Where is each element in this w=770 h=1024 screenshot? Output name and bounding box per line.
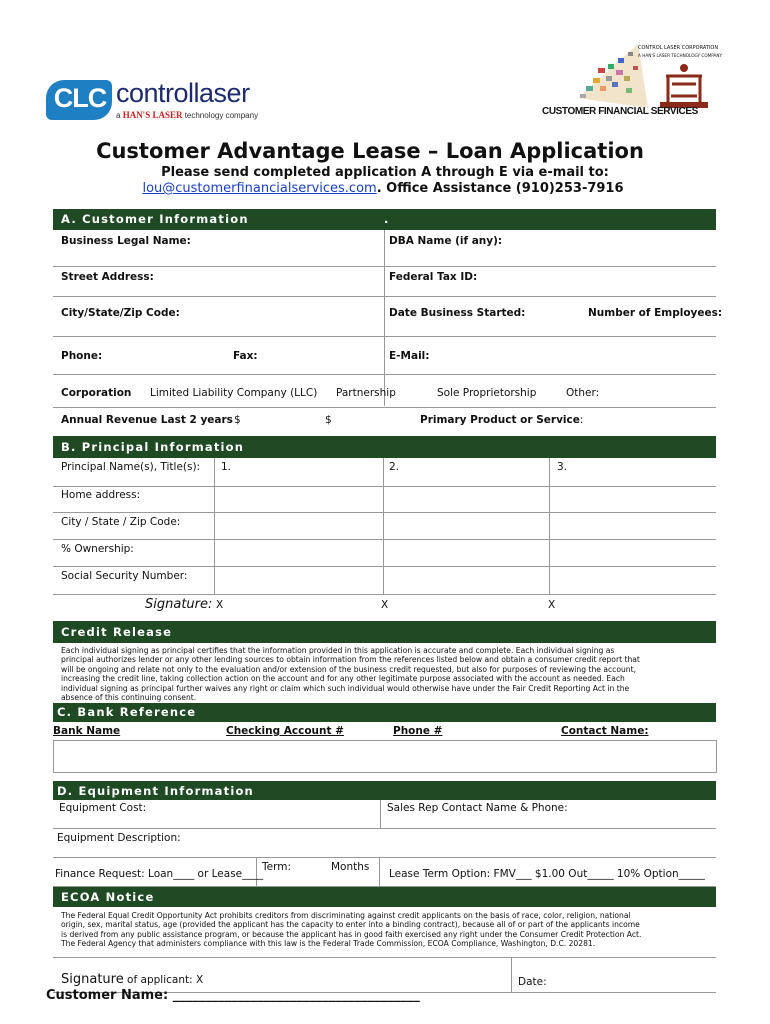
partnership-option[interactable]: Partnership	[336, 387, 396, 399]
credit-release-line: increasing the credit line, taking collection action on the account and for any other legitimate purpose associated with the account as needed. Each	[61, 674, 625, 684]
b-row-line	[53, 539, 716, 540]
corporation-option[interactable]: Corporation	[61, 387, 132, 399]
b-row-line	[53, 594, 716, 595]
cfs-logo	[538, 38, 723, 122]
credit-release-title: Credit Release	[61, 625, 173, 639]
primary-product-colon: :	[579, 414, 584, 426]
ssn-label: Social Security Number:	[61, 570, 188, 582]
credit-release-header	[53, 621, 716, 643]
months-label: Months	[331, 861, 370, 873]
equipment-description-label: Equipment Description:	[57, 832, 181, 844]
b-city-state-zip-label: City / State / Zip Code:	[61, 516, 181, 528]
date-label: Date:	[518, 976, 547, 988]
ecoa-line: The Federal Equal Credit Opportunity Act prohibits creditors from discriminating against credit applicants on the basis of race, color, religion, national	[61, 911, 631, 920]
fax-label: Fax:	[233, 350, 258, 362]
street-address-label: Street Address:	[61, 271, 154, 283]
section-b-header	[53, 436, 716, 458]
finance-request-label: Finance Request: Loan____ or Lease____	[55, 868, 264, 880]
bank-reference-box[interactable]	[53, 740, 717, 773]
dba-name-label: DBA Name (if any):	[389, 235, 503, 247]
federal-tax-id-label: Federal Tax ID:	[389, 271, 478, 283]
ecoa-title: ECOA Notice	[61, 890, 155, 904]
section-d-header	[53, 781, 716, 800]
contact-name-header: Contact Name:	[561, 725, 649, 737]
section-b-title: B. Principal Information	[61, 440, 245, 454]
b-col-line	[214, 458, 215, 594]
email-link[interactable]: lou@customerfinancialservices.com	[142, 181, 377, 196]
contact-line	[0, 181, 766, 196]
primary-product-label	[420, 414, 583, 426]
tag-hans: HAN'S LASER	[122, 110, 183, 120]
ecoa-line: origin, sex, marital status, age (provided the applicant has the capacity to enter into a binding contract), because all of or part of the applicants income	[61, 920, 640, 930]
principal-col-2: 2.	[389, 461, 400, 473]
a-divider	[384, 230, 385, 406]
annual-revenue-label: Annual Revenue Last 2 years	[61, 414, 233, 426]
signature-x-3[interactable]: X	[548, 599, 556, 611]
subtitle: Please send completed application A through E via e-mail to:	[161, 165, 609, 180]
section-c-header	[53, 703, 716, 722]
cfs-line2: A HAN'S LASER TECHNOLOGY COMPANY	[638, 53, 723, 58]
section-a-dot: .	[384, 212, 390, 226]
clc-mark-text: CLC	[53, 83, 107, 113]
brand-name: controllaser	[116, 78, 250, 108]
d-col-line	[379, 857, 380, 886]
signature-x-1[interactable]: X	[216, 599, 224, 611]
section-c-title: C. Bank Reference	[57, 705, 197, 719]
phone-label: Phone:	[61, 350, 103, 362]
applicant-signature-word: Signature	[61, 972, 124, 987]
email-label: E-Mail:	[389, 350, 430, 362]
b-row-line	[53, 566, 716, 567]
credit-release-line: absence of this continuing consent.	[61, 693, 197, 703]
credit-release-line: individual signing as principal further waives any right or claim which such individual would otherwise have under the Fair Credit Reporting Act in the	[61, 683, 630, 693]
page-title: Customer Advantage Lease – Loan Application	[96, 139, 644, 163]
credit-release-line: Each individual signing as principal certifies that the information provided in this application is accurate and complete. Each individual signing as	[61, 646, 615, 655]
office-assistance: . Office Assistance (910)253-7916	[376, 181, 624, 196]
applicant-signature-x[interactable]: of applicant: X	[123, 974, 204, 986]
ecoa-line: The Federal Agency that administers compliance with this law is the Federal Trade Commission, ECOA Compliance, Washington, D.C. 20281.	[61, 939, 596, 949]
bank-phone-header: Phone #	[393, 725, 443, 737]
city-state-zip-label: City/State/Zip Code:	[61, 307, 180, 319]
ecoa-header	[53, 887, 716, 907]
equipment-cost-label: Equipment Cost:	[59, 802, 147, 814]
ownership-label: % Ownership:	[61, 543, 134, 555]
applicant-signature-label	[61, 972, 203, 987]
b-row-line	[53, 512, 716, 513]
tag-prefix: a	[116, 111, 121, 120]
cfs-line1: CONTROL LASER CORPORATION	[638, 45, 719, 51]
b-col-line	[383, 458, 384, 594]
footer-divider	[511, 957, 512, 992]
signature-x-2[interactable]: X	[381, 599, 389, 611]
sole-prop-option[interactable]: Sole Proprietorship	[437, 387, 537, 399]
sales-rep-label: Sales Rep Contact Name & Phone:	[387, 802, 568, 814]
a-row-line	[53, 374, 716, 375]
other-option[interactable]: Other:	[566, 387, 600, 399]
brand-tagline	[116, 110, 258, 120]
a-row-line	[53, 266, 716, 267]
credit-release-text	[61, 646, 721, 702]
section-a-title: A. Customer Information	[61, 212, 249, 226]
a-row-line	[53, 336, 716, 337]
principal-names-label: Principal Name(s), Title(s):	[61, 461, 201, 473]
bank-name-header: Bank Name	[53, 725, 121, 737]
cfs-name: CUSTOMER FINANCIAL SERVICES	[542, 106, 698, 117]
checking-account-header: Checking Account #	[226, 725, 344, 737]
date-started-label: Date Business Started:	[389, 307, 526, 319]
home-address-label: Home address:	[61, 489, 141, 501]
b-col-line	[549, 458, 550, 594]
b-row-line	[53, 486, 716, 487]
a-row-line	[53, 296, 716, 297]
ecoa-line: is derived from any public assistance program, or because the applicant has in good faith exercised any right under the Consumer Credit Protection Act.	[61, 929, 642, 939]
signature-label: Signature:	[145, 597, 213, 612]
primary-product-text: Primary Product or Service	[420, 414, 580, 426]
section-d-title: D. Equipment Information	[57, 784, 254, 798]
term-label: Term:	[262, 861, 291, 873]
footer-line	[53, 957, 716, 958]
a-row-line	[53, 407, 716, 408]
revenue-dollar-2: $	[325, 414, 332, 426]
employees-label: Number of Employees:	[588, 307, 723, 319]
ecoa-text	[61, 911, 721, 949]
section-a-header	[53, 209, 716, 230]
d-row-line	[53, 857, 716, 858]
llc-option[interactable]: Limited Liability Company (LLC)	[150, 387, 318, 399]
d-row-line	[53, 828, 716, 829]
revenue-dollar-1: $	[234, 414, 241, 426]
principal-col-1: 1.	[221, 461, 232, 473]
principal-col-3: 3.	[557, 461, 568, 473]
lease-option-label: Lease Term Option: FMV___ $1.00 Out_____ 10% Option_____	[389, 868, 705, 880]
controllaser-logo	[46, 78, 296, 124]
credit-release-line: principal authorizes lender or any other lending sources to obtain information from the references listed below and obtain a consumer credit report that	[61, 655, 640, 665]
business-legal-name-label: Business Legal Name:	[61, 235, 191, 247]
tag-suffix: technology company	[184, 111, 259, 120]
credit-release-line: will be ongoing and relate not only to the evaluation and/or extension of the business credit requested, but also for purposes of reviewing the account,	[61, 664, 637, 674]
customer-name-label[interactable]: Customer Name: ______________________________________	[46, 988, 420, 1003]
d-divider	[380, 800, 381, 828]
